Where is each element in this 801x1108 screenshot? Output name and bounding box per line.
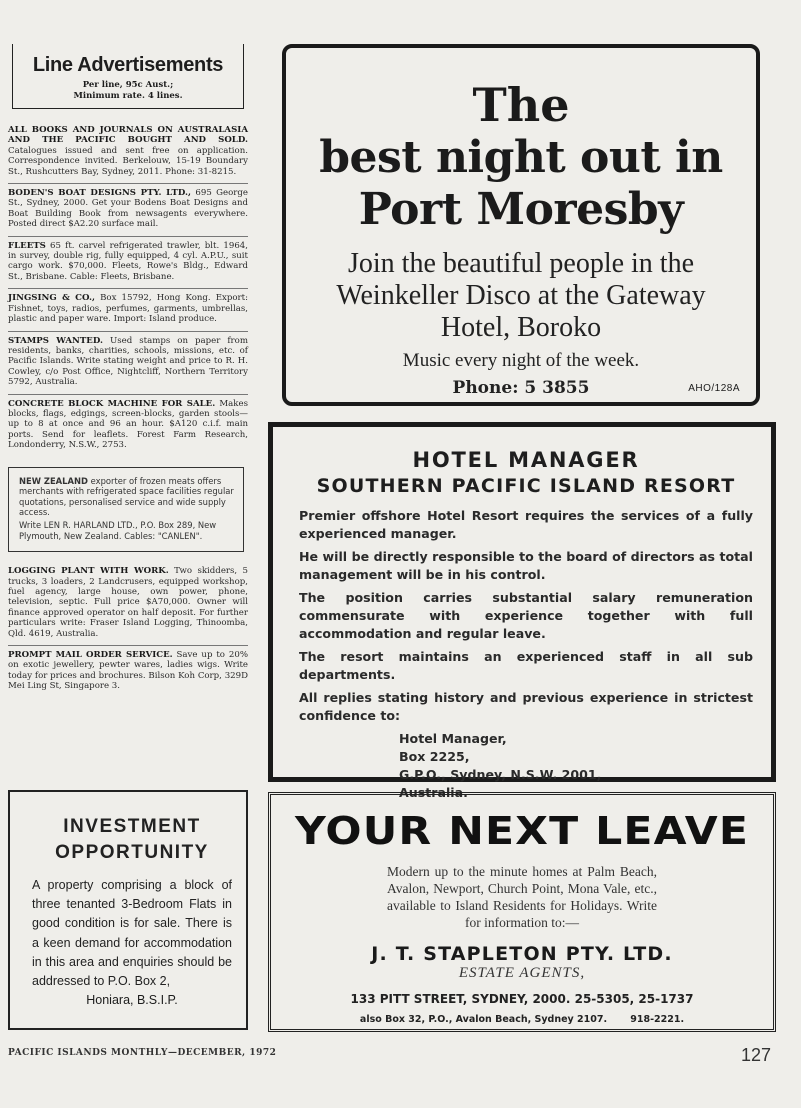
hotel-subtitle: SOUTHERN PACIFIC ISLAND RESORT bbox=[316, 475, 736, 497]
line-ads-minimum: Minimum rate. 4 lines. bbox=[73, 91, 183, 101]
moresby-body-line2: Weinkeller Disco at the Gateway bbox=[336, 280, 706, 311]
ad-head: JINGSING & CO., bbox=[8, 293, 95, 304]
ad-text: Makes blocks, flags, edgings, screen-blocks, garden stools—up to 8 at once and 96 an hour. $A120 c.i.f. main ports. Send for leaflets. Forest Farm Research, Londonderry, N.S.W., 2753. bbox=[8, 398, 249, 451]
leave-title: YOUR NEXT LEAVE bbox=[294, 809, 750, 853]
ad-text: Save up to 20% on exotic jewellery, pewter wares, ladies wigs. Write today for prices and brochures. Bilson Koh Corp, 329D Mei Ling St, Singapore 3. bbox=[8, 649, 248, 692]
hotel-address-line: G.P.O., Sydney, N.S.W. 2001, bbox=[399, 767, 602, 782]
hotel-paragraph: Premier offshore Hotel Resort requires the services of a fully experienced manager. bbox=[299, 508, 753, 541]
hotel-address-line: Hotel Manager, bbox=[399, 731, 507, 746]
ad-fleets bbox=[8, 237, 248, 290]
ad-text: Box 15792, Hong Kong. Export: Fishnet, toys, radios, perfumes, garments, umbrellas, plastic and paper ware. Import: Island produce. bbox=[8, 293, 249, 325]
ad-text: Used stamps on paper from residents, banks, charities, schools, missions, etc. of Pacific Islands. Write stating weight and price to R. H. Cowley, c/o Post Office, Nightcliff, Northern Territory 5792, Australia. bbox=[8, 335, 248, 388]
port-moresby-ad bbox=[282, 44, 760, 406]
page-number: 127 bbox=[740, 1045, 771, 1065]
ad-stamps bbox=[8, 332, 248, 395]
investment-location: Honiara, B.S.I.P. bbox=[86, 993, 178, 1008]
line-ads-title: Line Advertisements bbox=[32, 54, 224, 76]
leave-address-secondary: also Box 32, P.O., Avalon Beach, Sydney 2107. 918-2221. bbox=[359, 1014, 685, 1025]
investment-title-line1: INVESTMENT bbox=[63, 816, 201, 837]
moresby-body-line3: Hotel, Boroko bbox=[440, 312, 602, 343]
investment-title-line2: OPPORTUNITY bbox=[55, 842, 209, 863]
hotel-paragraph: The position carries substantial salary remuneration commensurate with experience together with full accommodation and regular leave. bbox=[299, 590, 753, 641]
next-leave-ad bbox=[268, 792, 776, 1032]
leave-body: Modern up to the minute homes at Palm Beach, Avalon, Newport, Church Point, Mona Vale, etc., available to Island Residents for Holidays. Write for information to:— bbox=[387, 864, 657, 930]
hotel-manager-ad bbox=[268, 422, 776, 800]
investment-title bbox=[32, 814, 232, 866]
ad-head: ALL BOOKS AND JOURNALS ON AUSTRALASIA AND THE PACIFIC BOUGHT AND SOLD. bbox=[8, 125, 248, 146]
moresby-headline-line3: Port Moresby bbox=[358, 184, 684, 235]
ad-head: BODEN'S BOAT DESIGNS PTY. LTD., bbox=[8, 188, 192, 199]
moresby-phone: Phone: 5 3855 bbox=[452, 378, 590, 398]
ad-text: 65 ft. carvel refrigerated trawler, blt. 1964, in survey, double rig, fully equipped, 4 cyl. A.P.U., suit cargo work. $70,000. Fleets, Rowe's Bldg., Edward St., Brisbane. Cable: Fleets, Brisbane. bbox=[8, 240, 248, 282]
ad-head: NEW ZEALAND bbox=[19, 475, 88, 486]
line-ads-rate: Per line, 95c Aust.; bbox=[82, 80, 174, 90]
ad-bodens bbox=[8, 184, 248, 237]
leave-agency: J. T. STAPLETON PTY. LTD. bbox=[371, 943, 673, 965]
moresby-body bbox=[286, 248, 756, 344]
hotel-paragraph: The resort maintains an experienced staff in all sub departments. bbox=[299, 649, 753, 682]
leave-agents: ESTATE AGENTS, bbox=[458, 965, 586, 981]
investment-ad bbox=[8, 790, 248, 1030]
moresby-ad-code: AHO/128A bbox=[688, 383, 740, 394]
ad-contact: Write LEN R. HARLAND LTD., P.O. Box 289, New Plymouth, New Zealand. Cables: "CANLEN". bbox=[19, 519, 217, 541]
ad-books bbox=[8, 121, 248, 184]
ad-text: 695 George St., Sydney, 2000. Get your Bodens Boat Designs and Boat Building Book from newsagents everywhere. Posted direct $A2.20 surface mail. bbox=[8, 188, 249, 230]
hotel-address-line: Box 2225, bbox=[399, 749, 470, 764]
moresby-body-line1: Join the beautiful people in the bbox=[347, 248, 695, 279]
ad-text: exporter of frozen meats offers merchants with refrigerated space facilities regular quotations, personalised service and wide supply access. bbox=[19, 475, 234, 518]
hotel-title: HOTEL MANAGER bbox=[412, 448, 640, 472]
moresby-music: Music every night of the week. bbox=[402, 350, 640, 371]
hotel-address-line: Australia. bbox=[399, 785, 468, 800]
ad-logging bbox=[8, 562, 248, 646]
moresby-headline-the: The bbox=[472, 78, 570, 132]
ad-head: LOGGING PLANT WITH WORK. bbox=[8, 566, 169, 577]
line-advertisements-column bbox=[8, 44, 248, 698]
ad-concrete bbox=[8, 395, 248, 457]
ad-head: STAMPS WANTED. bbox=[8, 335, 103, 346]
moresby-headline-line2: best night out in bbox=[319, 132, 723, 183]
ad-new-zealand-box bbox=[8, 467, 244, 553]
publication-footer: PACIFIC ISLANDS MONTHLY—DECEMBER, 1972 bbox=[8, 1048, 277, 1058]
ad-head: PROMPT MAIL ORDER SERVICE. bbox=[8, 649, 173, 660]
ad-head: FLEETS bbox=[8, 240, 46, 251]
ad-text: Two skidders, 5 trucks, 3 loaders, 2 Landcrusers, equipped workshop, fuel agency, large house, own power, phone, television, septic. Full price $A70,000. Owner will finance approved operator on half deposit. For further particulars write: Fraser Island Logging, Thinoomba, Qld. 4619, Australia. bbox=[8, 566, 249, 639]
hotel-paragraph: He will be directly responsible to the board of directors as total management will be in his control. bbox=[299, 549, 753, 582]
ad-head: CONCRETE BLOCK MACHINE FOR SALE. bbox=[8, 398, 216, 409]
investment-body: A property comprising a block of three tenanted 3-Bedroom Flats in good condition is for sale. There is a keen demand for accommodation in this area and enquiries should be addressed to P.O. Box 2, bbox=[32, 878, 232, 989]
ad-text: Catalogues issued and sent free on application. Correspondence invited. Berkelouw, 15-19 Boundary St., Rushcutters Bay, Sydney, 2011. Phone: 31-8215. bbox=[8, 145, 248, 177]
ad-mail-order bbox=[8, 646, 248, 698]
leave-address: 133 PITT STREET, SYDNEY, 2000. 25-5305, 25-1737 bbox=[350, 992, 694, 1006]
line-ads-header bbox=[12, 44, 244, 109]
hotel-paragraph: All replies stating history and previous experience in strictest confidence to: bbox=[299, 690, 753, 723]
ad-jingsing bbox=[8, 289, 248, 331]
